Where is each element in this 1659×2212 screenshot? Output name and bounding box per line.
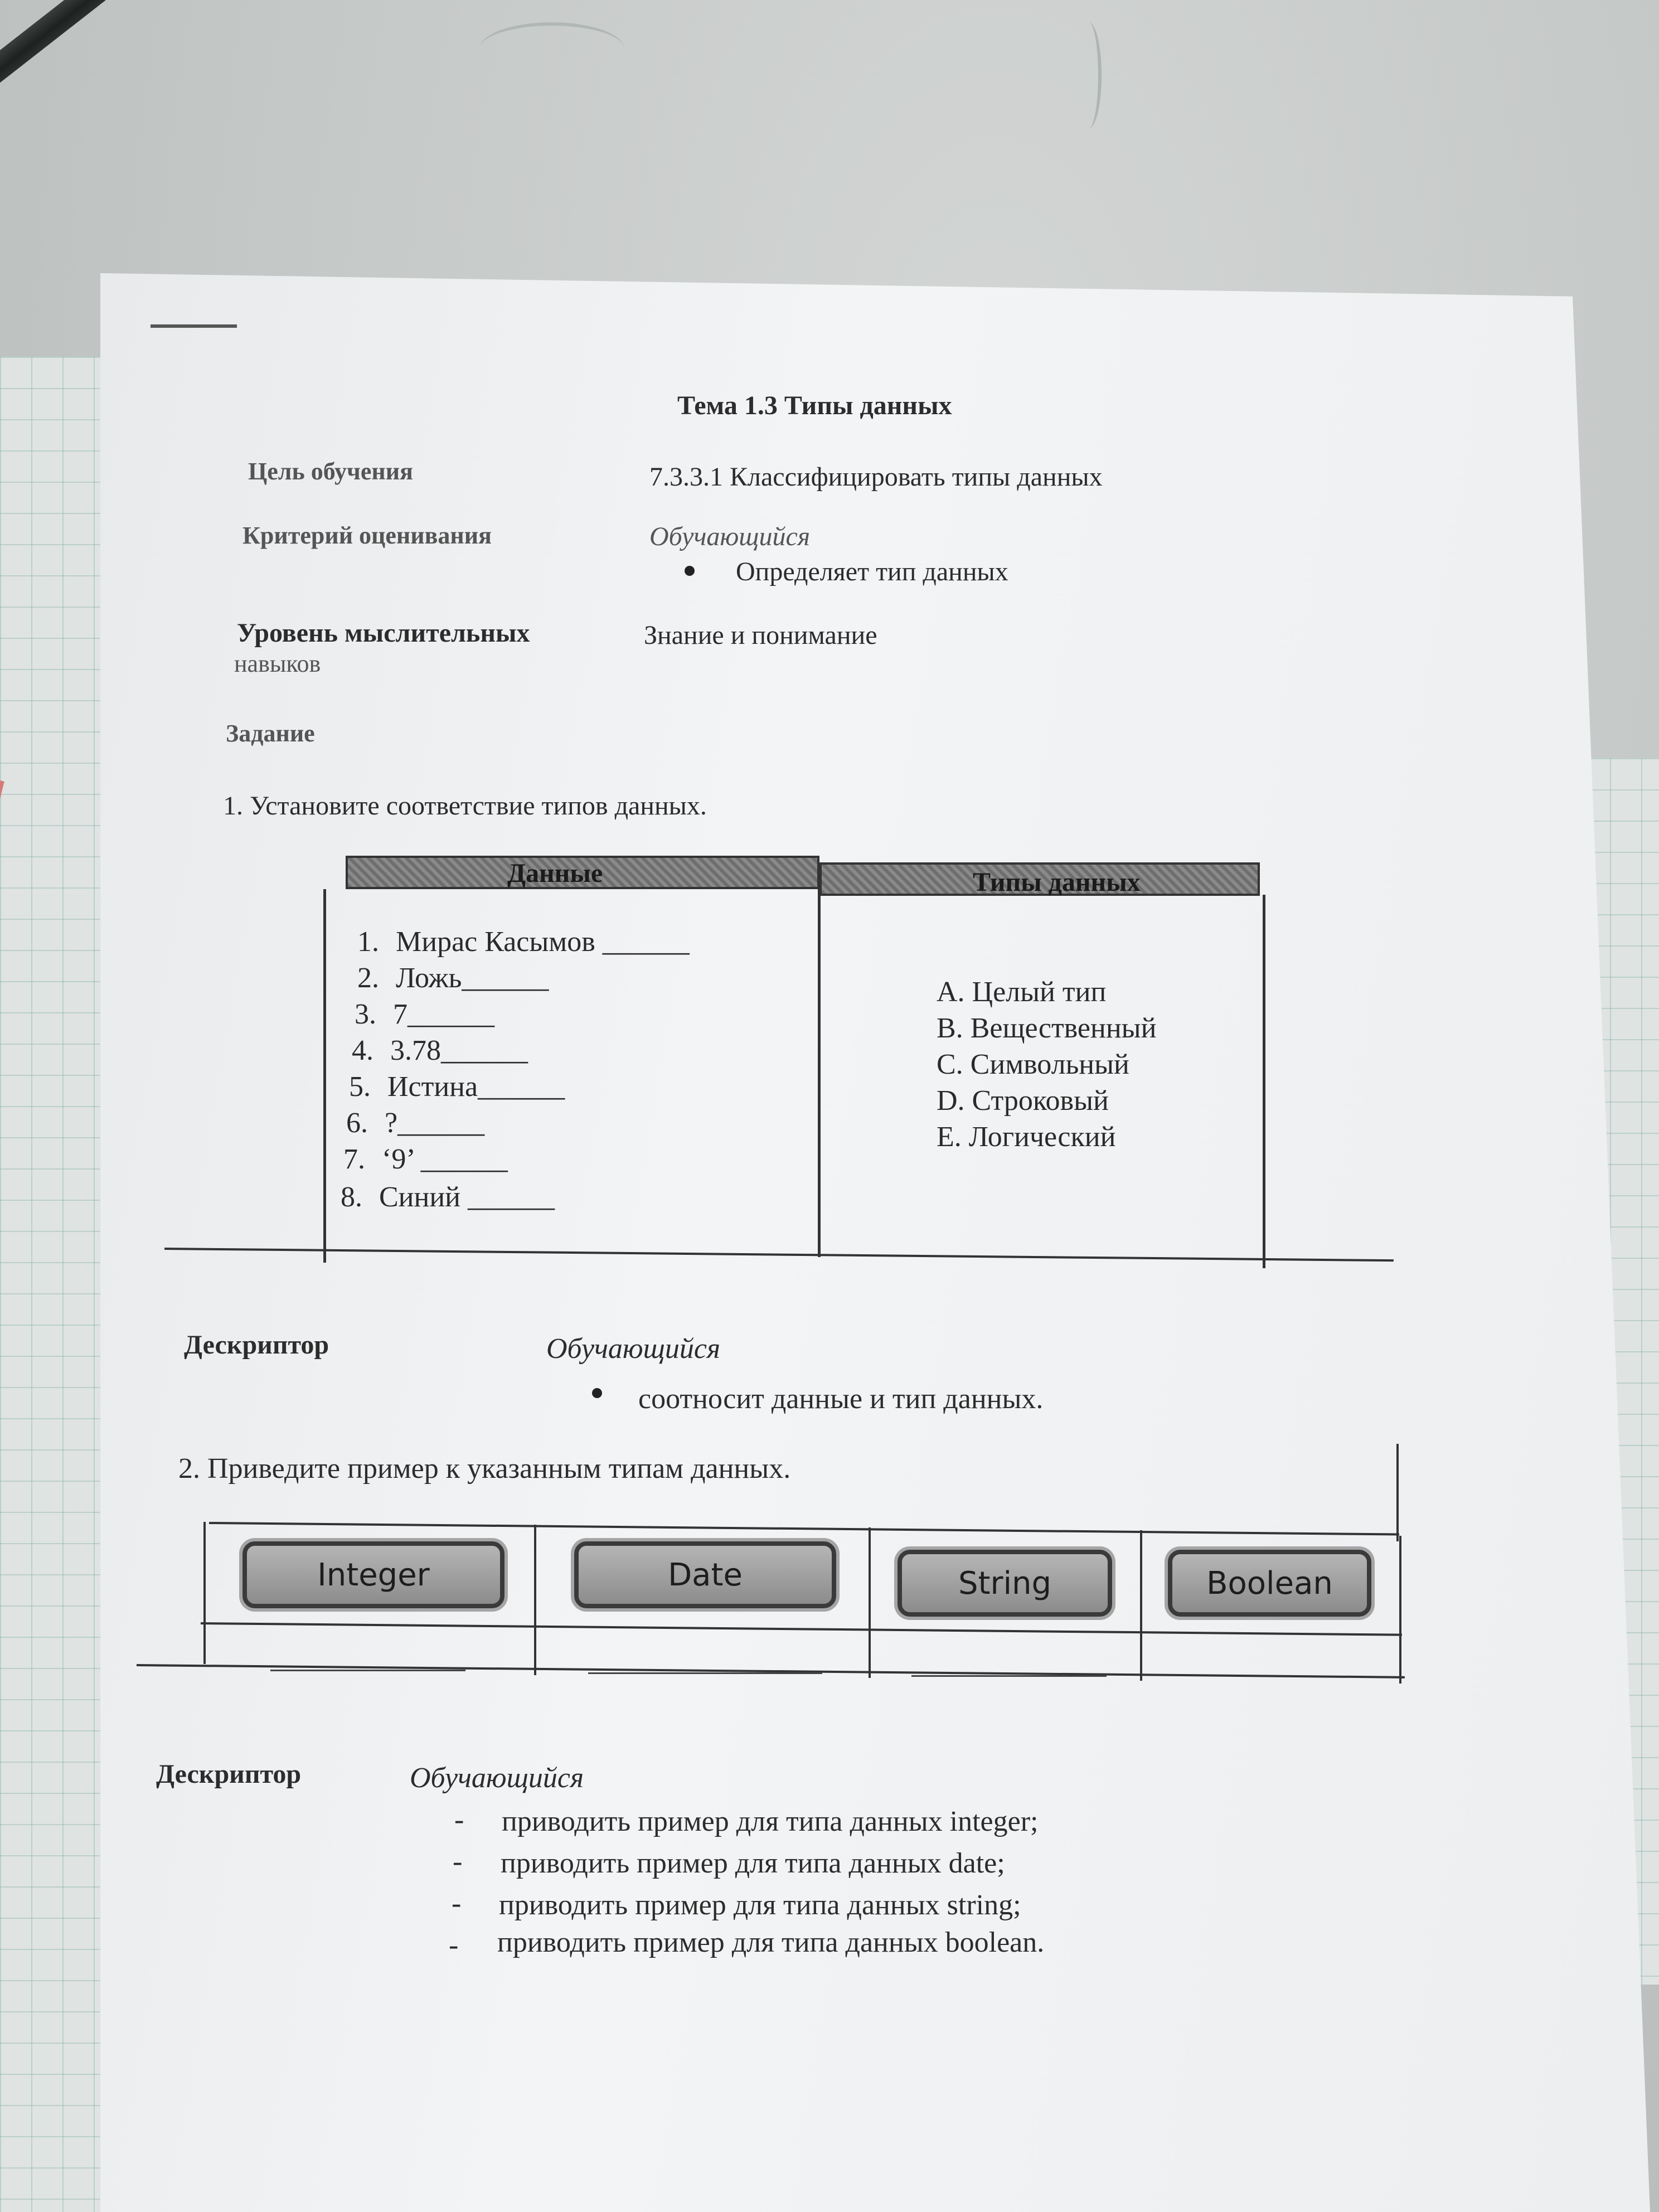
chip-boolean: Boolean: [1168, 1550, 1371, 1617]
type-item: D. Строковый: [937, 1085, 1109, 1117]
chip-string: String: [898, 1550, 1112, 1617]
level-value: Знание и понимание: [644, 620, 877, 650]
task2-table-col-border: [1140, 1530, 1142, 1681]
descriptor2-label: Дескриптор: [156, 1759, 302, 1789]
data-item: 2. Ложь______: [357, 962, 549, 994]
descriptor2-item: приводить пример для типа данных boolean.: [497, 1927, 1045, 1958]
level-label-line1: Уровень мыслительных: [237, 618, 530, 648]
corner-mark: [151, 324, 237, 328]
task1-prompt: 1. Установите соответствие типов данных.: [223, 791, 707, 821]
data-item: 3. 7______: [355, 998, 494, 1030]
task2-table-col-border: [534, 1525, 536, 1675]
data-item: 6. ?______: [346, 1107, 485, 1139]
descriptor2-item: приводить пример для типа данных integer;: [502, 1806, 1039, 1837]
data-item: 1. Мирас Касымов ______: [357, 926, 690, 958]
task2-table-right-top-border: [1396, 1444, 1399, 1541]
descriptor1-bullet: [592, 1388, 602, 1398]
descriptor1-who: Обучающийся: [546, 1333, 721, 1365]
task2-table-col-border: [203, 1522, 206, 1664]
descriptor2-dash: -: [454, 1804, 464, 1836]
data-item: 7. ‘9’ ______: [343, 1143, 508, 1175]
criterion-label: Критерий оценивания: [242, 522, 492, 549]
criterion-item: Определяет тип данных: [736, 557, 1008, 586]
data-item: 4. 3.78______: [352, 1035, 528, 1066]
task2-table-col-border: [1399, 1536, 1401, 1684]
pencil-bracket: [1076, 22, 1102, 128]
col-types-label: Типы данных: [973, 867, 1141, 897]
answer-blank: [270, 1670, 465, 1671]
answer-blank: [911, 1675, 1107, 1677]
descriptor1-item: соотносит данные и тип данных.: [638, 1383, 1044, 1415]
chip-date: Date: [574, 1541, 836, 1608]
descriptor2-dash: -: [453, 1846, 463, 1878]
level-label-line2: навыков: [234, 650, 321, 677]
descriptor1-label: Дескриптор: [184, 1330, 329, 1360]
col-data-label: Данные: [507, 858, 603, 888]
type-item: B. Вещественный: [937, 1012, 1157, 1044]
data-item: 5. Истина______: [349, 1071, 565, 1103]
descriptor2-item: приводить пример для типа данных string;: [499, 1889, 1021, 1921]
table-middle-border: [818, 889, 821, 1257]
data-item: 8. Синий ______: [341, 1181, 555, 1213]
goal-value: 7.3.3.1 Классифицировать типы данных: [649, 462, 1103, 492]
criterion-who: Обучающийся: [649, 522, 811, 551]
goal-label: Цель обучения: [248, 458, 413, 485]
descriptor2-dash: -: [449, 1929, 459, 1961]
topic-title: Тема 1.3 Типы данных: [677, 391, 952, 420]
type-item: A. Целый тип: [937, 976, 1107, 1008]
chip-integer: Integer: [242, 1541, 505, 1608]
task2-table-col-border: [869, 1527, 871, 1678]
answer-blank: [588, 1672, 822, 1674]
task-label: Задание: [226, 720, 315, 747]
type-item: C. Символьный: [937, 1049, 1129, 1080]
type-item: E. Логический: [937, 1121, 1116, 1153]
task2-prompt: 2. Приведите пример к указанным типам данных.: [178, 1453, 791, 1485]
descriptor2-item: приводить пример для типа данных date;: [501, 1847, 1005, 1879]
criterion-bullet: [685, 566, 695, 576]
descriptor2-dash: -: [452, 1888, 462, 1919]
pencil-scribble: [479, 22, 624, 76]
descriptor2-who: Обучающийся: [410, 1762, 584, 1794]
table-right-border: [1263, 895, 1265, 1268]
